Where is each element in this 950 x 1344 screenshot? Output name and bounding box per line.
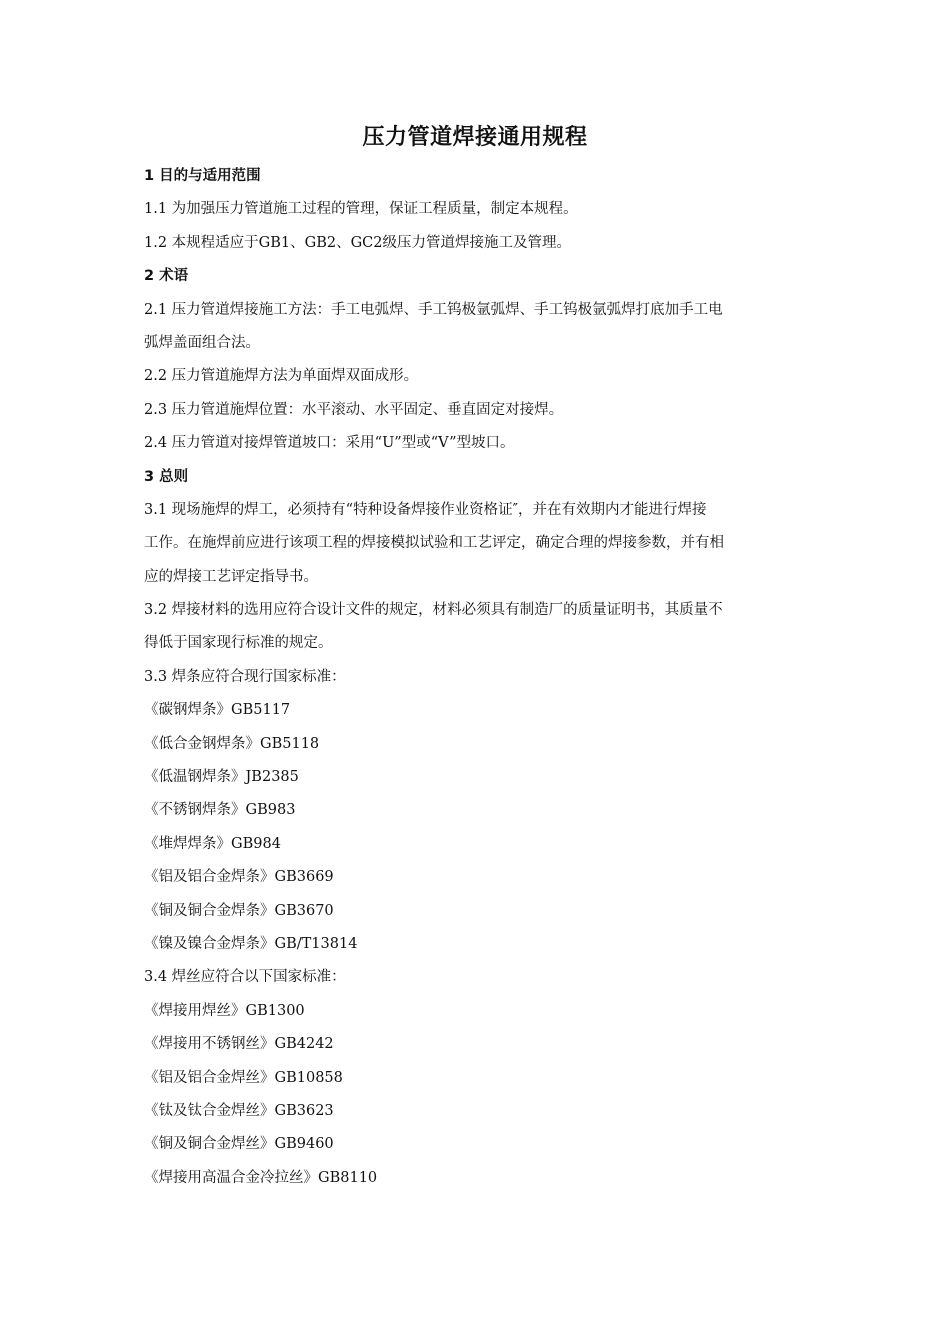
paragraph-line: 《不锈钢焊条》GB983 [144,802,296,819]
paragraph-line: 《铜及铜合金焊条》GB3670 [144,902,334,919]
document-title: 压力管道焊接通用规程 [362,125,588,150]
paragraph-line: 《铝及铝合金焊条》GB3669 [144,869,334,886]
paragraph-line: 3.3 焊条应符合现行国家标准： [144,668,346,685]
paragraph-line: 2.3 压力管道施焊位置：水平滚动、水平固定、垂直固定对接焊。 [144,401,564,418]
paragraph-line: 《铜及铜合金焊丝》GB9460 [144,1136,334,1153]
paragraph-line: 3.1 现场施焊的焊工，必须持有“特种设备焊接作业资格证″，并在有效期内才能进行焊接 [144,501,707,518]
paragraph-line: 《钛及钛合金焊丝》GB3623 [144,1102,334,1119]
paragraph-line: 应的焊接工艺评定指导书。 [144,568,318,585]
document-body [144,160,810,1195]
paragraph-line: 《镍及镍合金焊条》GB/T13814 [144,935,358,952]
paragraph-line: 《低温钢焊条》JB2385 [144,769,299,786]
paragraph-line: 弧焊盖面组合法。 [144,334,260,351]
paragraph-line: 《堆焊焊条》GB984 [144,835,281,852]
section-heading: 1 目的与适用范围 [144,168,261,184]
paragraph-line: 3.4 焊丝应符合以下国家标准： [144,969,346,986]
paragraph-line: 3.2 焊接材料的选用应符合设计文件的规定，材料必须具有制造厂的质量证明书，其质量不 [144,602,723,619]
paragraph-line: 《碳钢焊条》GB5117 [144,702,291,719]
section-heading: 3 总则 [144,468,189,485]
paragraph-line: 得低于国家现行标准的规定。 [144,635,333,652]
paragraph-line: 2.1 压力管道焊接施工方法：手工电弧焊、手工钨极氩弧焊、手工钨极氩弧焊打底加手工电 [144,301,723,318]
section-heading: 2 术语 [144,268,189,285]
paragraph-line: 工作。在施焊前应进行该项工程的焊接模拟试验和工艺评定，确定合理的焊接参数，并有相 [144,535,724,552]
paragraph-line: 1.2 本规程适应于GB1、GB2、GC2级压力管道焊接施工及管理。 [144,234,571,251]
paragraph-line: 《铝及铝合金焊丝》GB10858 [144,1069,343,1086]
paragraph-line: 1.1 为加强压力管道施工过程的管理，保证工程质量，制定本规程。 [144,201,578,218]
paragraph-line: 《焊接用高温合金冷拉丝》GB8110 [144,1169,378,1186]
paragraph-line: 2.2 压力管道施焊方法为单面焊双面成形。 [144,368,419,385]
paragraph-line: 《低合金钢焊条》GB5118 [144,735,320,752]
paragraph-line: 2.4 压力管道对接焊管道坡口：采用“U”型或“V”型坡口。 [144,435,515,452]
paragraph-line: 《焊接用焊丝》GB1300 [144,1002,305,1019]
paragraph-line: 《焊接用不锈钢丝》GB4242 [144,1036,334,1053]
